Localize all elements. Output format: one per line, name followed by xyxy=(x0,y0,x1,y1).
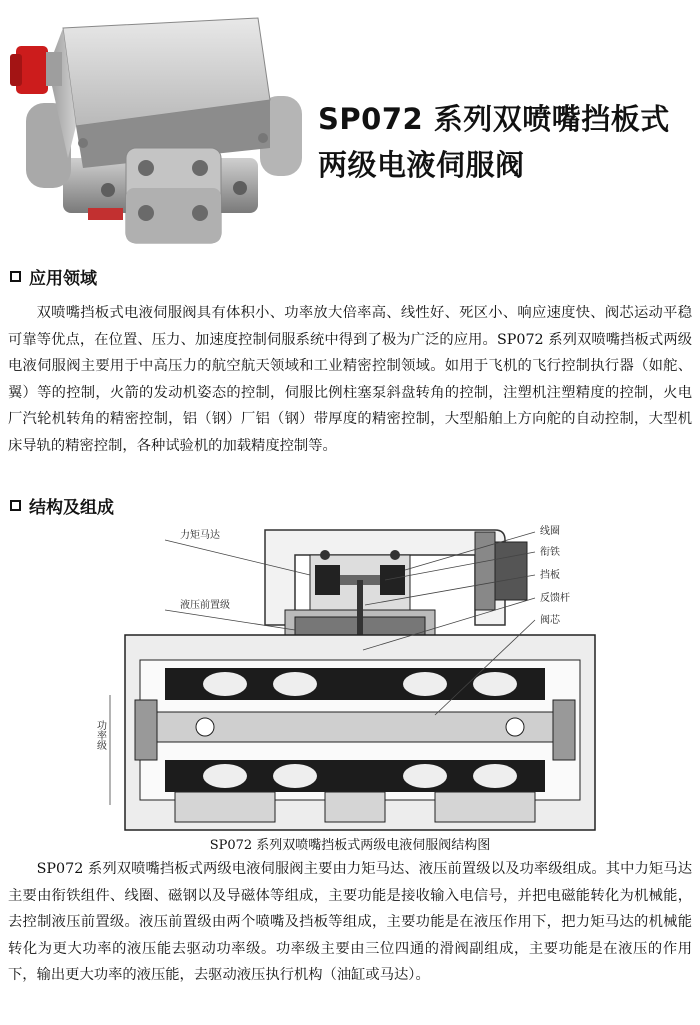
label-armature: 衔铁 xyxy=(540,547,560,558)
label-flapper: 挡板 xyxy=(540,570,560,581)
label-pilot-stage: 液压前置级 xyxy=(180,600,230,611)
section-heading-application xyxy=(10,264,97,289)
document-title xyxy=(318,96,698,188)
section-heading-structure xyxy=(10,493,114,518)
title-line-2: 两级电液伺服阀 xyxy=(318,148,525,182)
title-line-1: SP072 系列双喷嘴挡板式 xyxy=(318,102,670,136)
checkbox-bullet-icon xyxy=(10,500,21,511)
paragraph-text: SP072 系列双喷嘴挡板式两级电液伺服阀主要由力矩马达、液压前置级以及功率级组成。其中力矩马达主要由衔铁组件、线圈、磁钢以及导磁体等组成，主要功能是接收输入电信号，并把电磁能转化为机械能，去控制液压前置级。液压前置级由两个喷嘴及挡板等组成，主要功能是在液压作用下，把力矩马达的机械能转化为更大功率的液压能去驱动功率级。功率级主要由三位四通的滑阀副组成，主要功能是在液压的作用下，输出更大功率的液压能，去驱动液压执行机构（油缸或马达）。 xyxy=(8,861,692,984)
checkbox-bullet-icon xyxy=(10,271,21,282)
application-paragraph xyxy=(8,300,692,460)
label-coil: 线圈 xyxy=(540,526,560,537)
product-photo xyxy=(8,8,308,253)
valve-structure-diagram xyxy=(95,520,655,835)
structure-paragraph xyxy=(8,856,692,989)
label-torque-motor: 力矩马达 xyxy=(180,530,220,541)
diagram-caption: SP072 系列双喷嘴挡板式两级电液伺服阀结构图 xyxy=(209,838,491,853)
paragraph-text: 双喷嘴挡板式电液伺服阀具有体积小、功率放大倍率高、线性好、死区小、响应速度快、阀芯运动平稳可靠等优点，在位置、压力、加速度控制伺服系统中得到了极为广泛的应用。SP072 系列双喷嘴挡板式两级电液伺服阀主要用于中高压力的航空航天领域和工业精密控制领域。如用于飞机的飞行控制执行器（如舵、翼）等的控制，火箭的发动机姿态的控制，伺服比例柱塞泵斜盘转角的控制，注塑机注塑精度的控制，火电厂汽轮机转角的精密控制，铝（钢）厂铝（钢）带厚度的精密控制，大型船舶上方向舵的自动控制，大型机床导轨的精密控制，各种试验机的加载精度控制等。 xyxy=(8,305,692,454)
label-feedback-rod: 反馈杆 xyxy=(540,593,570,604)
label-spool: 阀芯 xyxy=(540,615,560,626)
label-power-stage: 功率级 xyxy=(95,720,106,750)
section-heading-label: 结构及组成 xyxy=(29,498,114,518)
section-heading-label: 应用领域 xyxy=(29,269,97,289)
